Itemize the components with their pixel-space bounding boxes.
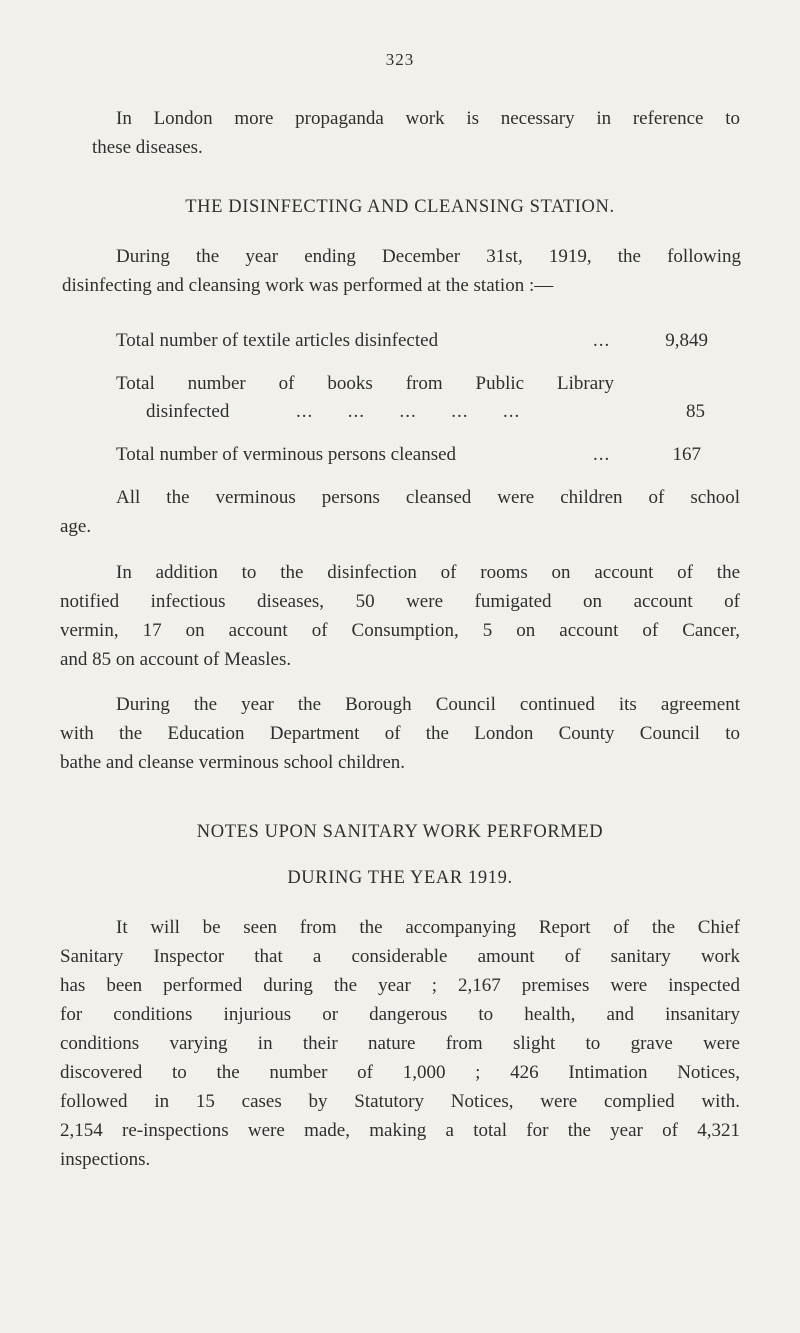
agreement-paragraph [60, 690, 740, 777]
fumigation-paragraph [60, 558, 740, 674]
intro-line-1: In London more propaganda work is necessary in reference to [116, 108, 740, 129]
sanitary-line-4: for conditions injurious or dangerous to health, and insanitary [60, 1004, 740, 1025]
children-note-paragraph [60, 483, 740, 541]
sanitary-line-3: has been performed during the year ; 2,167 premises were inspected [60, 975, 740, 996]
fumigation-line-4: and 85 on account of Measles. [60, 649, 292, 670]
verminous-value: 167 [672, 444, 701, 465]
textile-dots: ... [593, 330, 611, 351]
fumigation-line-1: In addition to the disinfection of rooms on account of the [116, 562, 740, 583]
textile-label: Total number of textile articles disinfected [116, 330, 439, 351]
books-row-line-2 [116, 397, 716, 426]
fumigation-line-3: vermin, 17 on account of Consumption, 5 on account of Cancer, [60, 620, 740, 641]
textile-row [116, 326, 716, 355]
sanitary-line-1: It will be seen from the accompanying Report of the Chief [116, 917, 740, 938]
agreement-line-1: During the year the Borough Council continued its agreement [116, 694, 740, 715]
verminous-dots: ... [593, 444, 611, 465]
verminous-row [116, 440, 716, 469]
children-note-line-2: age. [60, 516, 92, 537]
sanitary-line-8: 2,154 re-inspections were made, making a total for the year of 4,321 [60, 1120, 740, 1141]
station-intro-paragraph [62, 242, 741, 300]
books-label-line-1: Total number of books from Public Library [116, 373, 614, 394]
intro-line-2: these diseases. [92, 137, 203, 158]
page-number: 323 [385, 50, 415, 69]
notes-heading-line-1: NOTES UPON SANITARY WORK PERFORMED [196, 822, 604, 842]
verminous-label: Total number of verminous persons cleansed [116, 444, 457, 465]
books-label-line-2: disinfected [146, 401, 230, 422]
station-intro-line-2: disinfecting and cleansing work was performed at the station :— [62, 275, 554, 296]
textile-value: 9,849 [665, 330, 708, 351]
sanitary-line-7: followed in 15 cases by Statutory Notices, were complied with. [60, 1091, 740, 1112]
agreement-line-3: bathe and cleanse verminous school children. [60, 752, 406, 773]
sanitary-line-2: Sanitary Inspector that a considerable amount of sanitary work [60, 946, 740, 967]
sanitary-line-6: discovered to the number of 1,000 ; 426 Intimation Notices, [60, 1062, 740, 1083]
station-heading: THE DISINFECTING AND CLEANSING STATION. [185, 197, 615, 217]
notes-heading-line-2: DURING THE YEAR 1919. [287, 868, 513, 888]
sanitary-line-5: conditions varying in their nature from slight to grave were [60, 1033, 740, 1054]
children-note-line-1: All the verminous persons cleansed were children of school [116, 487, 740, 508]
books-value: 85 [686, 401, 705, 422]
sanitary-paragraph [60, 913, 740, 1174]
books-row-line-1 [116, 369, 716, 398]
sanitary-line-9: inspections. [60, 1149, 151, 1170]
agreement-line-2: with the Education Department of the London County Council to [60, 723, 740, 744]
books-dots: ... ... ... ... ... [296, 401, 521, 422]
intro-paragraph [92, 104, 740, 162]
fumigation-line-2: notified infectious diseases, 50 were fumigated on account of [60, 591, 740, 612]
station-intro-line-1: During the year ending December 31st, 1919, the following [116, 246, 741, 267]
